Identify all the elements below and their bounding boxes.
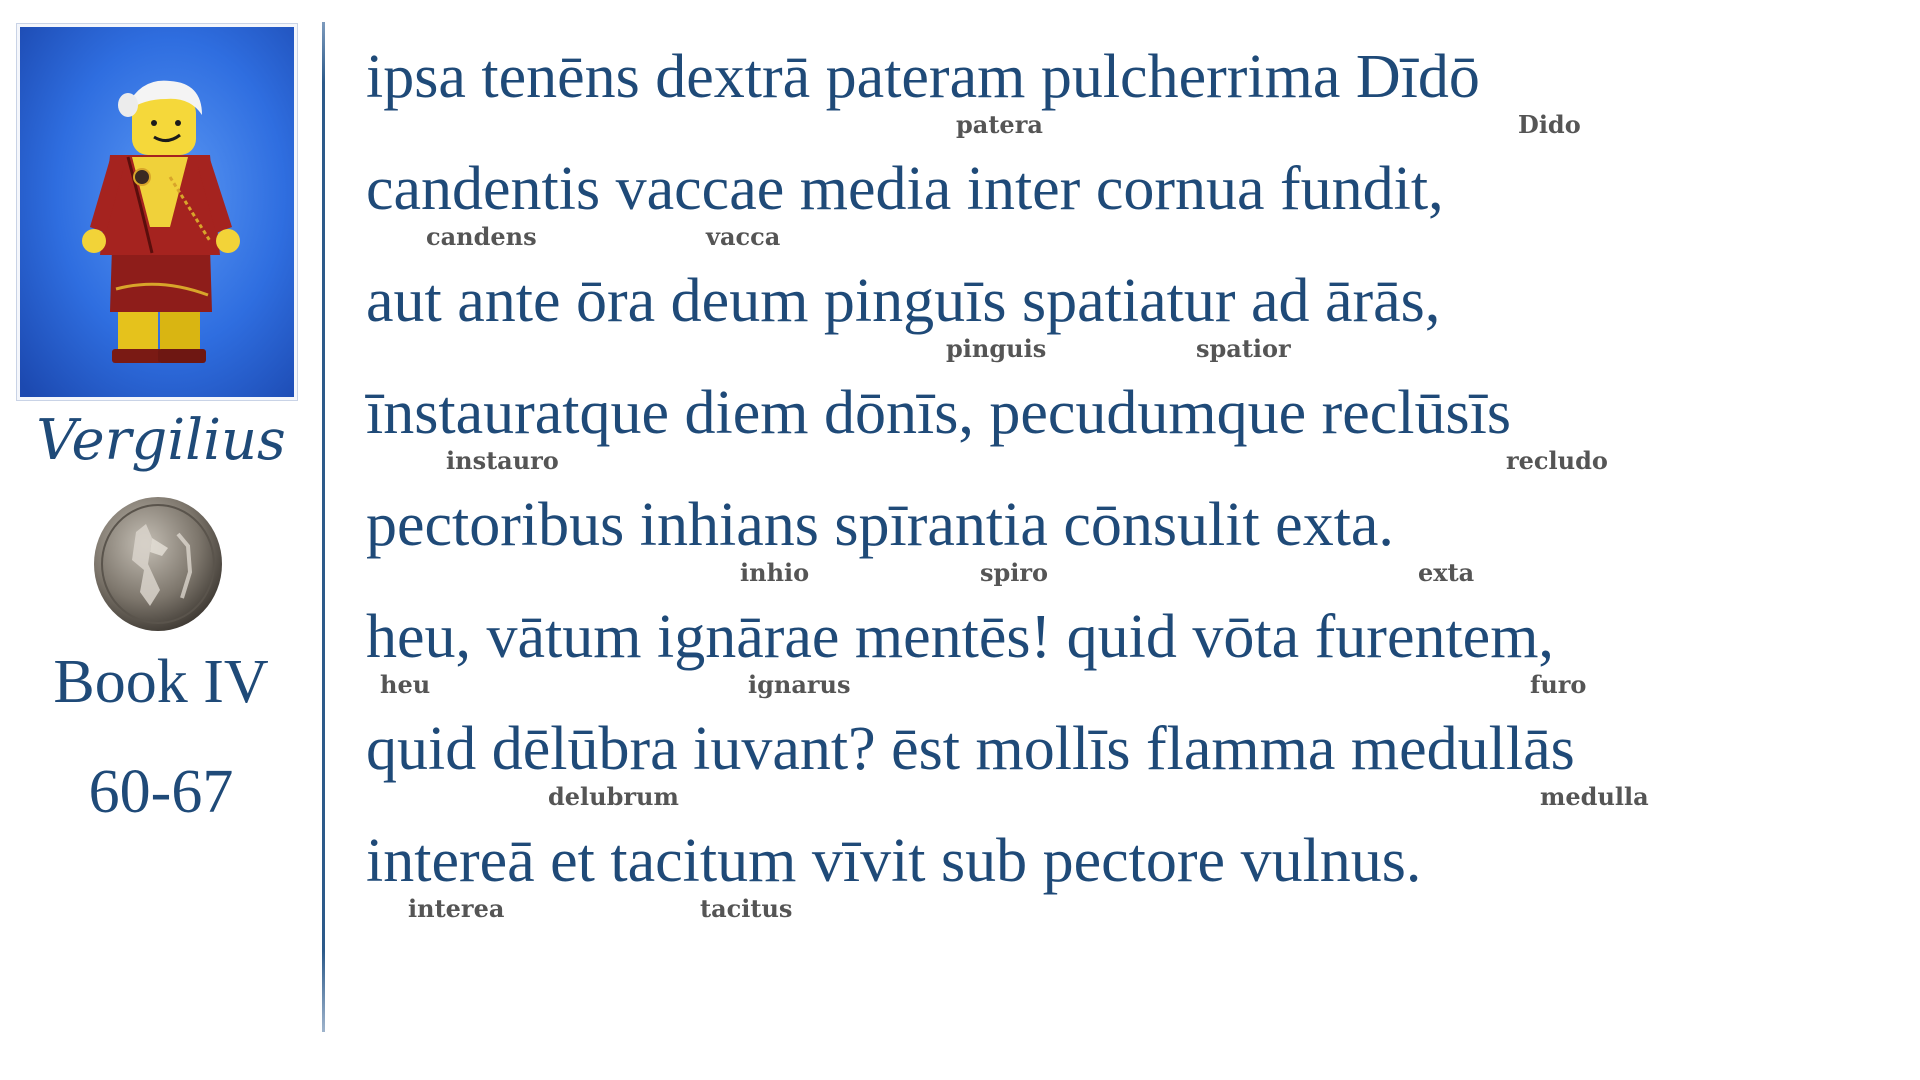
verse-line: aut ante ōra deum pinguīs spatiatur ad ārās, [366, 267, 1441, 335]
book-label: Book IV [53, 648, 269, 716]
gloss-word: spiro [980, 558, 1049, 587]
gloss-word: furo [1530, 670, 1587, 699]
gloss-word: candens [426, 222, 537, 251]
verse-area [366, 40, 1886, 1040]
verse-line: pectoribus inhians spīrantia cōnsulit exta. [366, 491, 1394, 559]
gloss-word: delubrum [548, 782, 679, 811]
gloss-word: ignarus [748, 670, 851, 699]
gloss-word: patera [956, 110, 1043, 139]
verse-block [366, 824, 1886, 936]
verse-block [366, 152, 1886, 264]
gloss-word: spatior [1196, 334, 1291, 363]
verse-block [366, 376, 1886, 488]
verse-line: candentis vaccae media inter cornua fundit, [366, 155, 1444, 223]
verse-line: intereā et tacitum vīvit sub pectore vulnus. [366, 827, 1422, 895]
gloss-word: pinguis [946, 334, 1047, 363]
sidebar [0, 0, 322, 1080]
gloss-word: medulla [1540, 782, 1649, 811]
gloss-word: heu [380, 670, 431, 699]
coin-image [90, 494, 226, 634]
author-portrait [20, 27, 294, 397]
gloss-word: vacca [706, 222, 781, 251]
verse-line: īnstauratque diem dōnīs, pecudumque reclūsīs [366, 379, 1512, 447]
verse-block [366, 264, 1886, 376]
verse-block [366, 712, 1886, 824]
verse-block [366, 488, 1886, 600]
gloss-word: exta [1418, 558, 1475, 587]
author-name: Vergilius [36, 408, 286, 473]
gloss-word: recludo [1506, 446, 1608, 475]
roman-coin-icon [90, 494, 226, 634]
verse-block [366, 40, 1886, 152]
verse-block [366, 600, 1886, 712]
divider [322, 22, 325, 1032]
lego-caesar-figure-icon [20, 27, 294, 397]
gloss-word: Dido [1518, 110, 1581, 139]
verse-line: ipsa tenēns dextrā pateram pulcherrima Dīdō [366, 43, 1480, 111]
line-range: 60-67 [88, 758, 234, 826]
gloss-word: interea [408, 894, 505, 923]
gloss-word: tacitus [700, 894, 793, 923]
verse-line: quid dēlūbra iuvant? ēst mollīs flamma medullās [366, 715, 1575, 783]
verse-line: heu, vātum ignārae mentēs! quid vōta furentem, [366, 603, 1554, 671]
gloss-word: inhio [740, 558, 810, 587]
gloss-word: instauro [446, 446, 559, 475]
